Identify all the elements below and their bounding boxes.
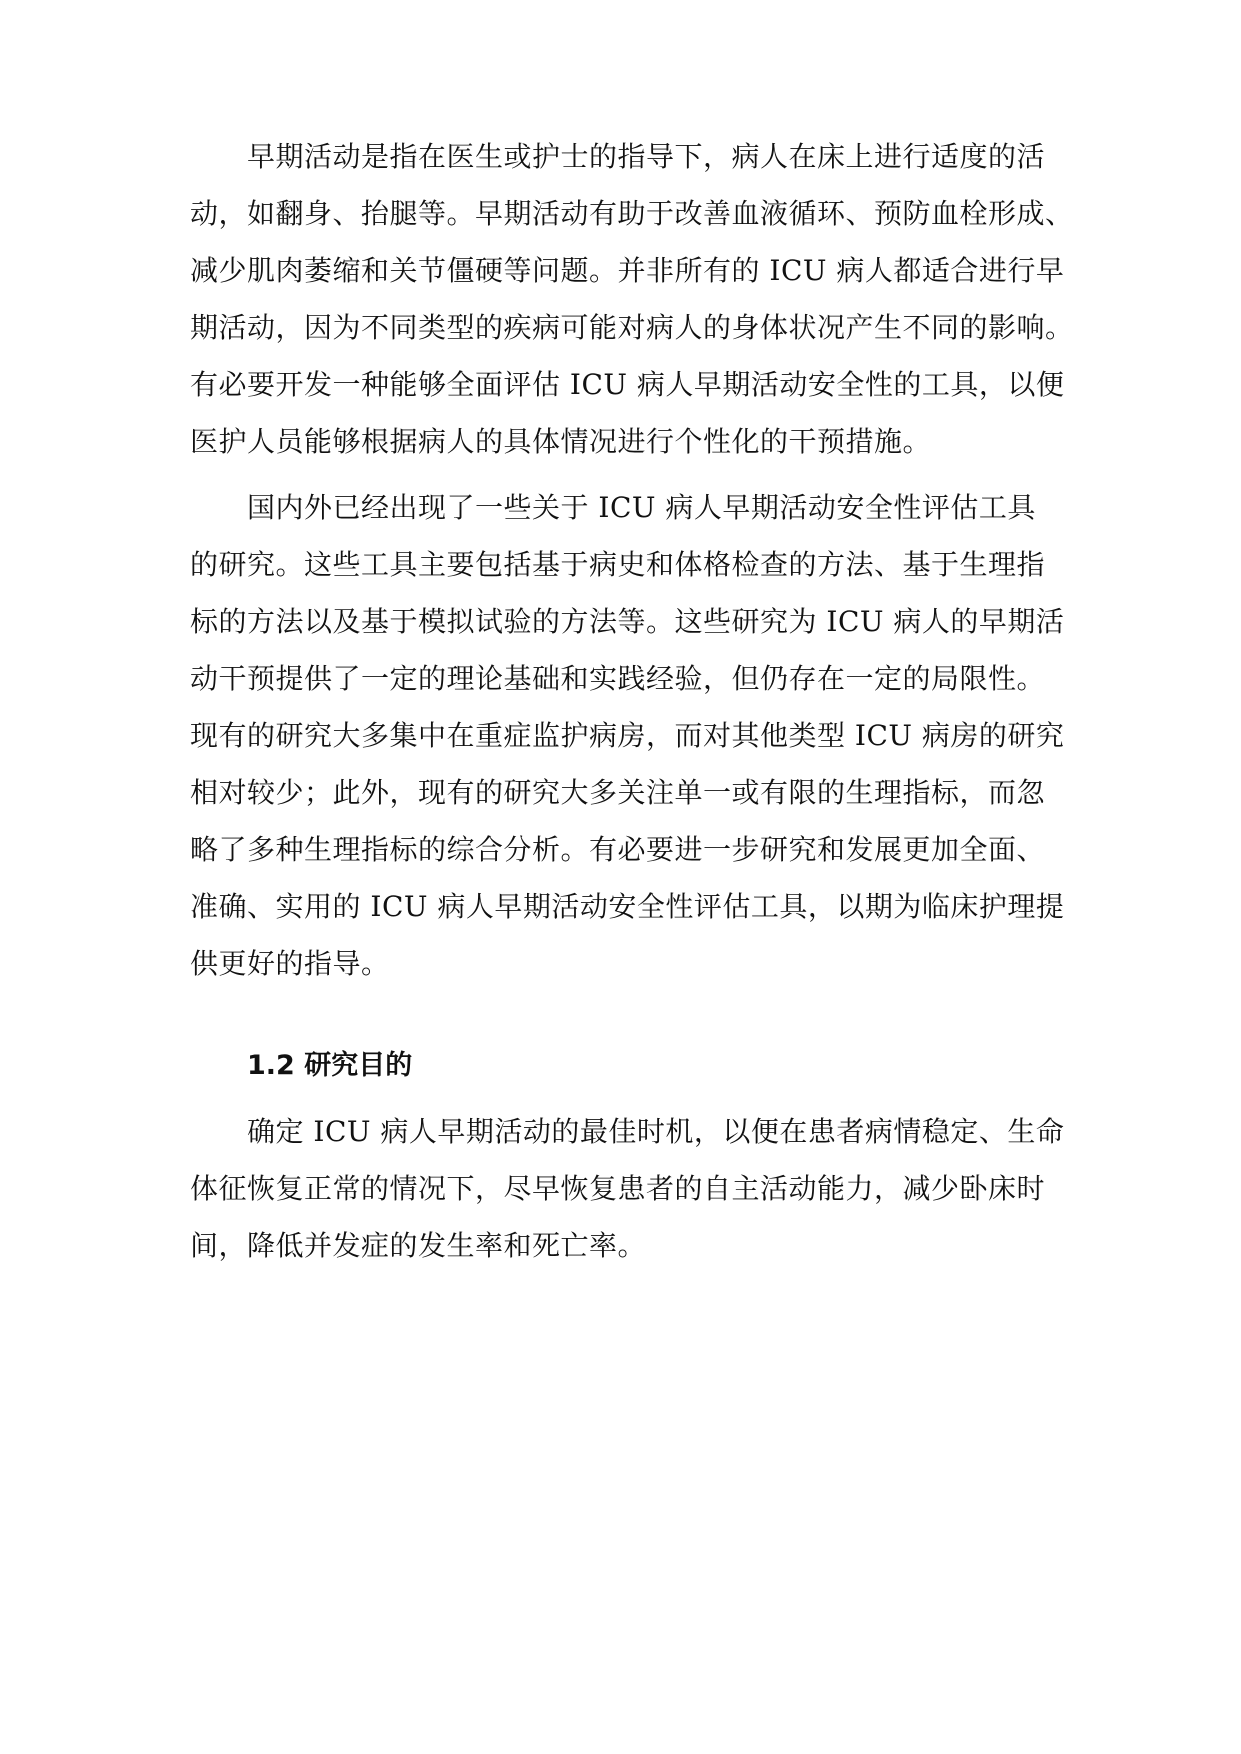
text-line: 减少肌肉萎缩和关节僵硬等问题。并非所有的 ICU 病人都适合进行早 [190, 254, 1065, 287]
text-line: 略了多种生理指标的综合分析。有必要进一步研究和发展更加全面、 [190, 833, 1046, 866]
text-line: 期活动，因为不同类型的疾病可能对病人的身体状况产生不同的影响。 [190, 311, 1074, 344]
text-line: 医护人员能够根据病人的具体情况进行个性化的干预措施。 [190, 425, 932, 458]
text-line: 准确、实用的 ICU 病人早期活动安全性评估工具，以期为临床护理提 [190, 890, 1065, 923]
text-line: 标的方法以及基于模拟试验的方法等。这些研究为 ICU 病人的早期活 [190, 605, 1065, 638]
text-line: 动干预提供了一定的理论基础和实践经验，但仍存在一定的局限性。 [190, 662, 1046, 695]
text-line: 现有的研究大多集中在重症监护病房，而对其他类型 ICU 病房的研究 [190, 719, 1065, 752]
text-line: 间，降低并发症的发生率和死亡率。 [190, 1229, 647, 1262]
text-line: 的研究。这些工具主要包括基于病史和体格检查的方法、基于生理指 [190, 548, 1046, 581]
text-line: 动，如翻身、抬腿等。早期活动有助于改善血液循环、预防血栓形成、 [190, 197, 1074, 230]
text-line: 供更好的指导。 [190, 947, 390, 980]
text-line: 早期活动是指在医生或护士的指导下，病人在床上进行适度的活 [247, 140, 1046, 173]
text-line: 相对较少；此外，现有的研究大多关注单一或有限的生理指标，而忽 [190, 776, 1046, 809]
text-line: 体征恢复正常的情况下，尽早恢复患者的自主活动能力，减少卧床时 [190, 1172, 1046, 1205]
text-line: 确定 ICU 病人早期活动的最佳时机，以便在患者病情稳定、生命 [247, 1115, 1065, 1148]
text-line: 有必要开发一种能够全面评估 ICU 病人早期活动安全性的工具，以便 [190, 368, 1065, 401]
section-heading: 1.2 研究目的 [247, 1050, 413, 1081]
text-line: 国内外已经出现了一些关于 ICU 病人早期活动安全性评估工具 [247, 491, 1036, 524]
